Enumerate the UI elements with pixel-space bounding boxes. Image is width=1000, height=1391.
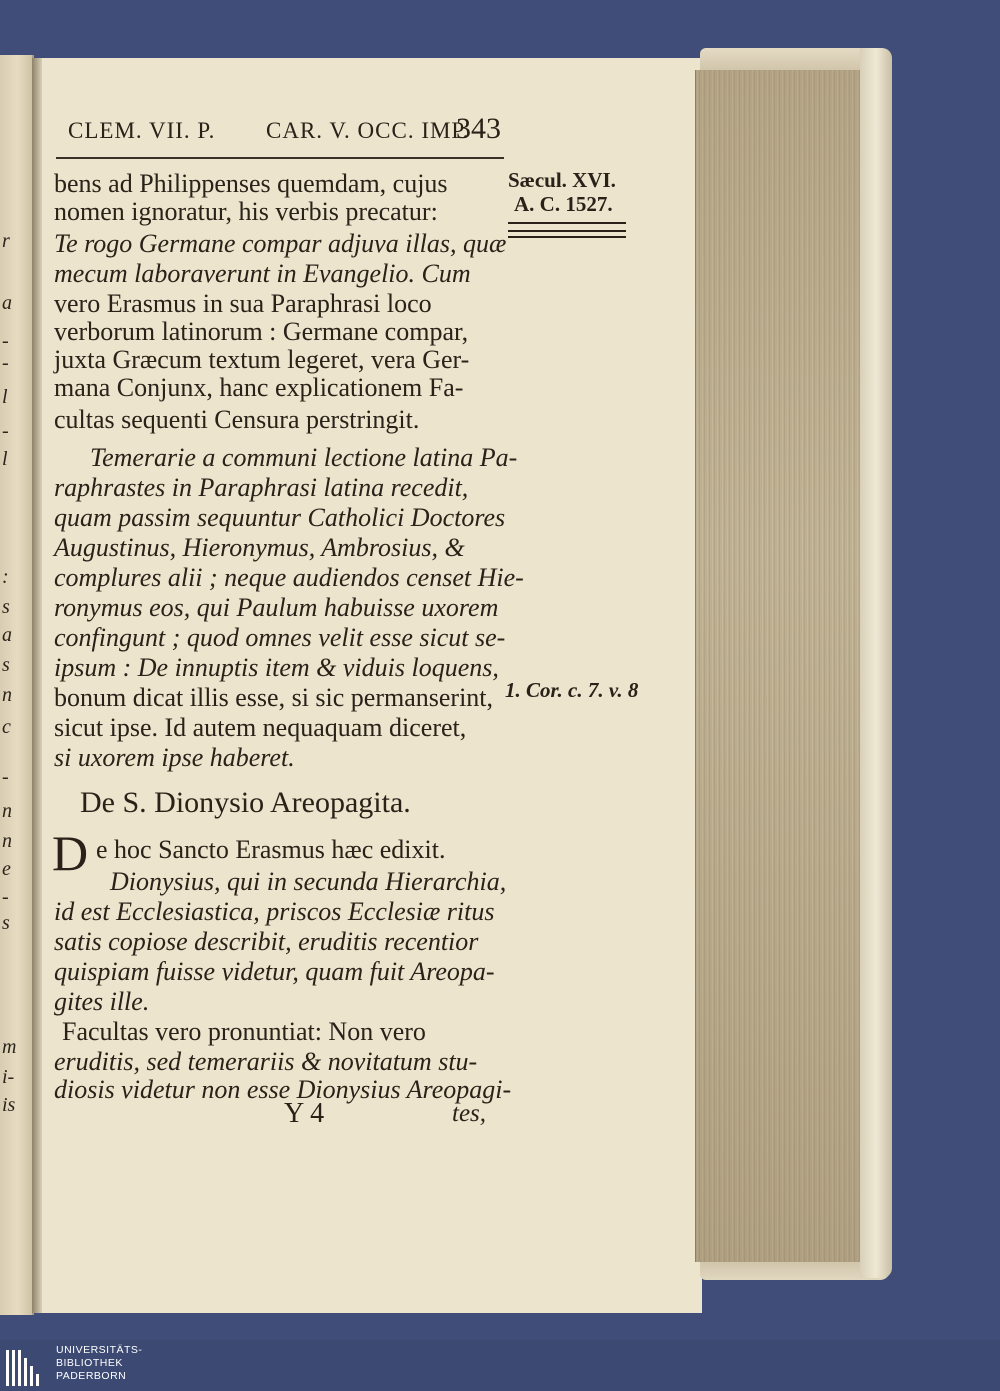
running-head-center: CAR. V. OCC. IMP.	[266, 118, 470, 143]
body-line: Augustinus, Hieronymus, Ambrosius, &	[54, 533, 465, 562]
margin-rule-1	[508, 222, 626, 224]
section-line: e hoc Sancto Erasmus hæc edixit.	[96, 835, 446, 864]
body-line: ipsum : De innuptis item & viduis loquens,	[54, 653, 499, 682]
margin-note-saeculum: Sæcul. XVI.	[508, 168, 616, 192]
signature-mark: Y 4	[284, 1098, 325, 1129]
section-line: Dionysius, qui in secunda Hierarchia,	[110, 867, 507, 896]
logo-line-2: BIBLIOTHEK	[56, 1357, 123, 1369]
left-page-fragment: -	[2, 420, 9, 442]
logo-line-1: UNIVERSITÄTS-	[56, 1344, 143, 1356]
body-line: cultas sequenti Censura perstringit.	[54, 405, 420, 434]
book-cover-edge	[860, 48, 892, 1278]
body-line: bens ad Philippenses quemdam, cujus	[54, 169, 448, 198]
left-page-fragment: -	[2, 766, 9, 788]
left-page-fragment: is	[2, 1094, 16, 1116]
body-line: quam passim sequuntur Catholici Doctores	[54, 503, 506, 532]
margin-rule-3	[508, 236, 626, 238]
section-line: diosis videtur non esse Dionysius Areopagi-	[54, 1075, 512, 1104]
gutter-shadow	[32, 58, 42, 1313]
logo-line-3: PADERBORN	[56, 1370, 127, 1382]
left-page-fragment: r	[2, 230, 10, 252]
library-logo-icon	[6, 1346, 48, 1386]
footer-bar	[0, 1340, 1000, 1391]
body-line: nomen ignoratur, his verbis precatur:	[54, 197, 438, 226]
left-page-fragment: m	[2, 1036, 17, 1058]
margin-note-year: A. C. 1527.	[514, 192, 613, 216]
page-block-fore-edge	[695, 70, 868, 1262]
section-line: gites ille.	[54, 987, 150, 1016]
left-page-fragment: s	[2, 596, 10, 618]
left-page-fragment: i-	[2, 1066, 15, 1088]
body-line: mecum laboraverunt in Evangelio. Cum	[54, 259, 471, 288]
body-line: complures alii ; neque audiendos censet Hie-	[54, 563, 524, 592]
body-line: Temerarie a communi lectione latina Pa-	[90, 443, 518, 472]
section-heading: De S. Dionysio Areopagita.	[80, 786, 411, 819]
section-line: id est Ecclesiastica, priscos Ecclesiæ ritus	[54, 897, 495, 926]
body-line: juxta Græcum textum legeret, vera Ger-	[54, 345, 470, 374]
body-line: Te rogo Germane compar adjuva illas, quæ	[54, 229, 507, 258]
section-line: satis copiose describit, eruditis recentior	[54, 927, 479, 956]
left-page-edge	[0, 55, 34, 1315]
body-line: raphrastes in Paraphrasi latina recedit,	[54, 473, 469, 502]
section-line: quispiam fuisse videtur, quam fuit Areopa-	[54, 957, 495, 986]
margin-note-reference: 1. Cor. c. 7. v. 8	[505, 678, 639, 702]
left-page-fragment: l	[2, 448, 8, 470]
section-line: Facultas vero pronuntiat: Non vero	[62, 1017, 426, 1046]
margin-rule-2	[508, 230, 626, 232]
left-page-fragment: -	[2, 352, 9, 374]
running-head-left: CLEM. VII. P.	[68, 118, 216, 143]
body-line: bonum dicat illis esse, si sic permanserint,	[54, 683, 494, 712]
left-page-fragment: e	[2, 858, 11, 880]
catchword: tes,	[452, 1100, 487, 1127]
left-page-fragment: s	[2, 912, 10, 934]
left-page-fragment: :	[2, 566, 9, 588]
body-line: vero Erasmus in sua Paraphrasi loco	[54, 289, 432, 318]
left-page-fragment: n	[2, 684, 12, 706]
left-page-fragment: l	[2, 386, 8, 408]
left-page-fragment: c	[2, 716, 11, 738]
body-line: si uxorem ipse haberet.	[54, 743, 295, 772]
body-line: ronymus eos, qui Paulum habuisse uxorem	[54, 593, 499, 622]
drop-capital: D	[52, 825, 89, 881]
left-page-fragment: -	[2, 330, 9, 352]
left-page-fragment: -	[2, 886, 9, 908]
left-page-fragment: n	[2, 830, 12, 852]
section-line: eruditis, sed temerariis & novitatum stu-	[54, 1047, 478, 1076]
left-page-fragment: n	[2, 800, 12, 822]
body-line: verborum latinorum : Germane compar,	[54, 317, 469, 346]
body-line: sicut ipse. Id autem nequaquam diceret,	[54, 713, 467, 742]
header-rule	[56, 157, 504, 159]
body-line: confingunt ; quod omnes velit esse sicut se-	[54, 623, 506, 652]
left-page-fragment: a	[2, 624, 12, 646]
body-line: mana Conjunx, hanc explicationem Fa-	[54, 373, 464, 402]
library-logo-text	[56, 1344, 142, 1383]
left-page-fragment: a	[2, 292, 12, 314]
page-number: 343	[456, 112, 501, 145]
left-page-fragment: s	[2, 654, 10, 676]
